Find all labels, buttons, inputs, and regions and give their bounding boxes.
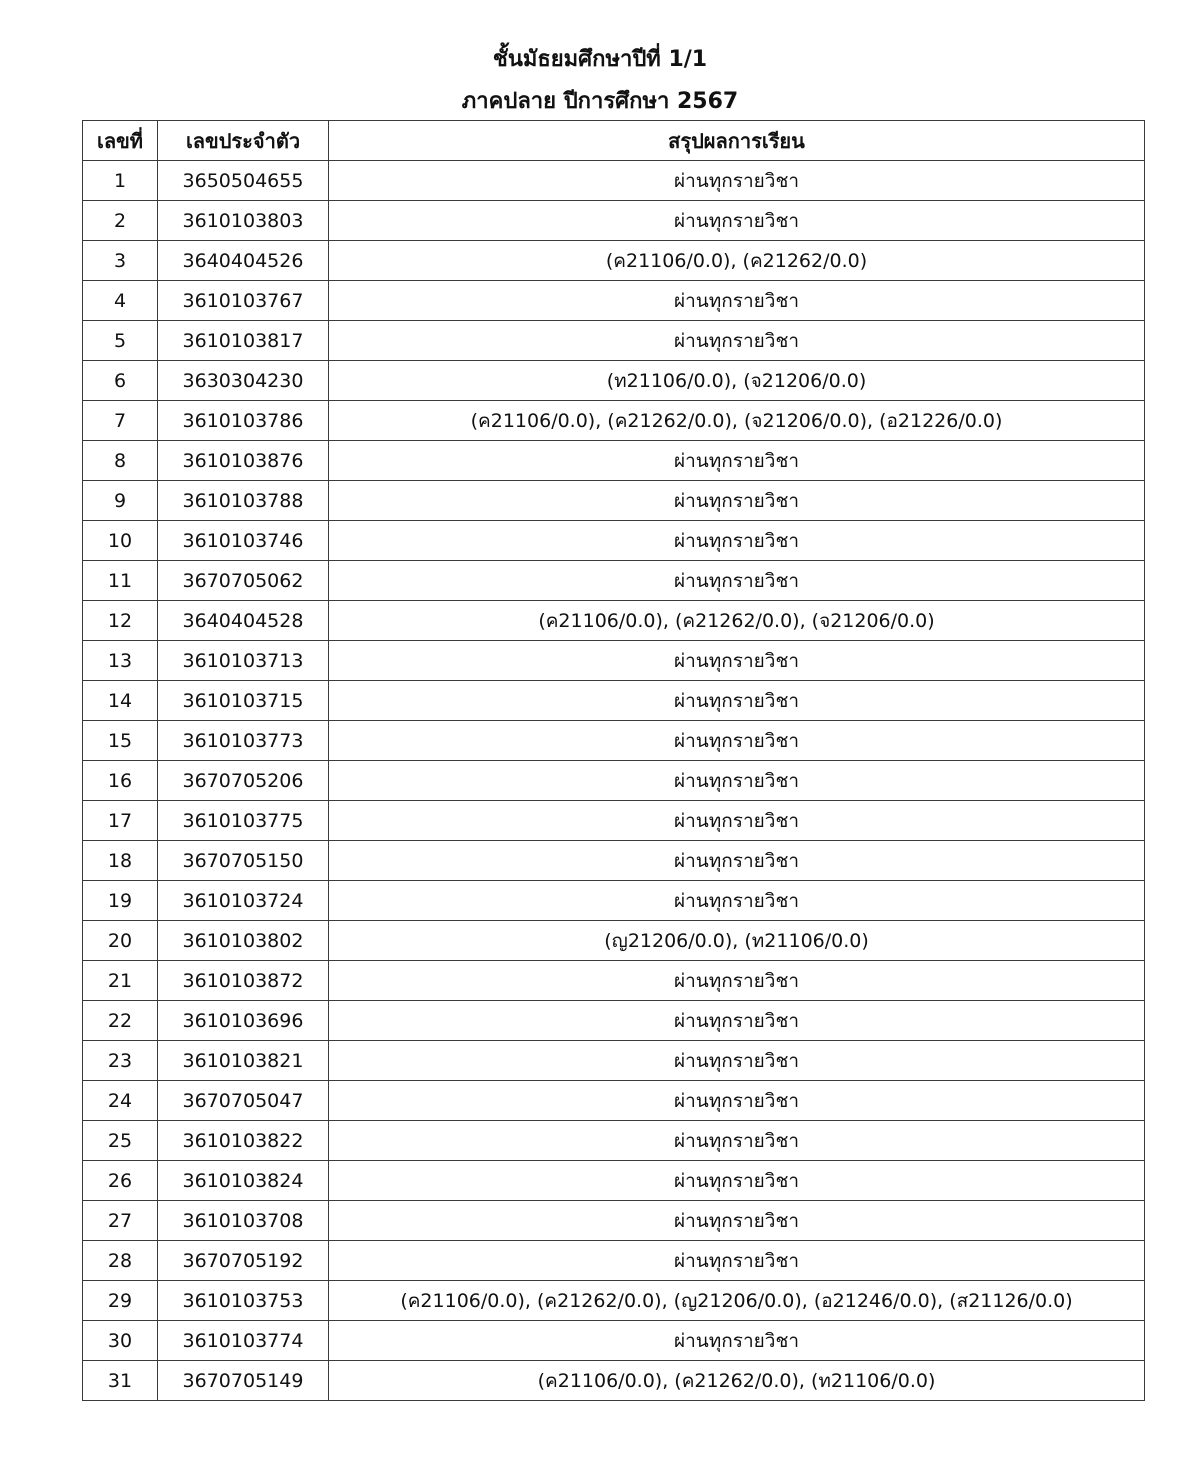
cell-student-id: 3670705149 (158, 1361, 329, 1401)
cell-number: 13 (83, 641, 158, 681)
table-row (83, 761, 1145, 801)
cell-number: 9 (83, 481, 158, 521)
table-row (83, 361, 1145, 401)
table-row (83, 961, 1145, 1001)
cell-student-id: 3640404526 (158, 241, 329, 281)
table-row (83, 1161, 1145, 1201)
cell-number: 2 (83, 201, 158, 241)
table-row (83, 281, 1145, 321)
cell-result: (ค21106/0.0), (ค21262/0.0), (ญ21206/0.0), (อ21246/0.0), (ส21126/0.0) (329, 1281, 1145, 1321)
cell-number: 8 (83, 441, 158, 481)
cell-result: ผ่านทุกรายวิชา (329, 1161, 1145, 1201)
cell-student-id: 3610103872 (158, 961, 329, 1001)
table-row (83, 441, 1145, 481)
cell-number: 17 (83, 801, 158, 841)
cell-number: 4 (83, 281, 158, 321)
cell-number: 3 (83, 241, 158, 281)
cell-result: ผ่านทุกรายวิชา (329, 561, 1145, 601)
table-row (83, 921, 1145, 961)
cell-result: ผ่านทุกรายวิชา (329, 201, 1145, 241)
cell-number: 14 (83, 681, 158, 721)
cell-student-id: 3610103876 (158, 441, 329, 481)
cell-result: ผ่านทุกรายวิชา (329, 321, 1145, 361)
cell-student-id: 3610103746 (158, 521, 329, 561)
cell-result: (ค21106/0.0), (ค21262/0.0), (จ21206/0.0) (329, 601, 1145, 641)
table-row (83, 521, 1145, 561)
cell-student-id: 3610103821 (158, 1041, 329, 1081)
table-row (83, 401, 1145, 441)
cell-student-id: 3610103817 (158, 321, 329, 361)
cell-number: 16 (83, 761, 158, 801)
cell-result: (ญ21206/0.0), (ท21106/0.0) (329, 921, 1145, 961)
cell-number: 23 (83, 1041, 158, 1081)
column-header-student-id: เลขประจำตัว (158, 121, 329, 161)
cell-number: 28 (83, 1241, 158, 1281)
cell-result: ผ่านทุกรายวิชา (329, 161, 1145, 201)
cell-result: ผ่านทุกรายวิชา (329, 1201, 1145, 1241)
cell-student-id: 3610103802 (158, 921, 329, 961)
cell-number: 29 (83, 1281, 158, 1321)
table-row (83, 881, 1145, 921)
cell-number: 25 (83, 1121, 158, 1161)
cell-student-id: 3610103786 (158, 401, 329, 441)
table-row (83, 1001, 1145, 1041)
cell-number: 20 (83, 921, 158, 961)
table-row (83, 1361, 1145, 1401)
table-row (83, 681, 1145, 721)
cell-student-id: 3610103803 (158, 201, 329, 241)
cell-student-id: 3610103774 (158, 1321, 329, 1361)
table-row (83, 1041, 1145, 1081)
cell-result: (ท21106/0.0), (จ21206/0.0) (329, 361, 1145, 401)
table-row (83, 841, 1145, 881)
cell-result: ผ่านทุกรายวิชา (329, 441, 1145, 481)
cell-result: ผ่านทุกรายวิชา (329, 481, 1145, 521)
cell-result: ผ่านทุกรายวิชา (329, 841, 1145, 881)
column-header-number: เลขที่ (83, 121, 158, 161)
table-row (83, 161, 1145, 201)
table-row (83, 721, 1145, 761)
table-row (83, 1241, 1145, 1281)
cell-result: ผ่านทุกรายวิชา (329, 281, 1145, 321)
cell-result: ผ่านทุกรายวิชา (329, 1321, 1145, 1361)
table-row (83, 1081, 1145, 1121)
cell-result: ผ่านทุกรายวิชา (329, 1121, 1145, 1161)
table-row (83, 601, 1145, 641)
cell-result: ผ่านทุกรายวิชา (329, 1041, 1145, 1081)
cell-student-id: 3650504655 (158, 161, 329, 201)
cell-student-id: 3610103788 (158, 481, 329, 521)
table-row (83, 801, 1145, 841)
cell-number: 11 (83, 561, 158, 601)
cell-student-id: 3610103775 (158, 801, 329, 841)
cell-number: 15 (83, 721, 158, 761)
cell-number: 24 (83, 1081, 158, 1121)
cell-student-id: 3670705206 (158, 761, 329, 801)
cell-number: 22 (83, 1001, 158, 1041)
cell-result: ผ่านทุกรายวิชา (329, 1081, 1145, 1121)
table-row (83, 241, 1145, 281)
cell-student-id: 3670705047 (158, 1081, 329, 1121)
cell-number: 12 (83, 601, 158, 641)
cell-student-id: 3610103696 (158, 1001, 329, 1041)
table-body (83, 161, 1145, 1401)
cell-student-id: 3610103824 (158, 1161, 329, 1201)
cell-student-id: 3630304230 (158, 361, 329, 401)
cell-student-id: 3640404528 (158, 601, 329, 641)
cell-result: ผ่านทุกรายวิชา (329, 961, 1145, 1001)
cell-result: (ค21106/0.0), (ค21262/0.0), (จ21206/0.0), (อ21226/0.0) (329, 401, 1145, 441)
cell-number: 6 (83, 361, 158, 401)
cell-student-id: 3610103773 (158, 721, 329, 761)
cell-student-id: 3610103713 (158, 641, 329, 681)
cell-number: 18 (83, 841, 158, 881)
table-row (83, 561, 1145, 601)
cell-result: ผ่านทุกรายวิชา (329, 1001, 1145, 1041)
table-row (83, 321, 1145, 361)
results-table (82, 120, 1145, 1401)
cell-student-id: 3670705150 (158, 841, 329, 881)
table-row (83, 641, 1145, 681)
table-row (83, 481, 1145, 521)
cell-number: 31 (83, 1361, 158, 1401)
cell-result: ผ่านทุกรายวิชา (329, 521, 1145, 561)
cell-number: 30 (83, 1321, 158, 1361)
cell-result: ผ่านทุกรายวิชา (329, 1241, 1145, 1281)
cell-result: ผ่านทุกรายวิชา (329, 641, 1145, 681)
cell-result: (ค21106/0.0), (ค21262/0.0), (ท21106/0.0) (329, 1361, 1145, 1401)
cell-student-id: 3670705192 (158, 1241, 329, 1281)
cell-student-id: 3610103724 (158, 881, 329, 921)
table-row (83, 1281, 1145, 1321)
cell-student-id: 3610103822 (158, 1121, 329, 1161)
cell-number: 5 (83, 321, 158, 361)
cell-number: 1 (83, 161, 158, 201)
cell-student-id: 3610103715 (158, 681, 329, 721)
cell-result: ผ่านทุกรายวิชา (329, 681, 1145, 721)
page-title: ชั้นมัธยมศึกษาปีที่ 1/1 (492, 47, 708, 72)
cell-number: 26 (83, 1161, 158, 1201)
cell-student-id: 3610103708 (158, 1201, 329, 1241)
cell-number: 10 (83, 521, 158, 561)
cell-number: 19 (83, 881, 158, 921)
page-subtitle: ภาคปลาย ปีการศึกษา 2567 (461, 89, 739, 114)
cell-result: ผ่านทุกรายวิชา (329, 881, 1145, 921)
cell-result: ผ่านทุกรายวิชา (329, 721, 1145, 761)
table-row (83, 1121, 1145, 1161)
cell-student-id: 3610103753 (158, 1281, 329, 1321)
cell-result: (ค21106/0.0), (ค21262/0.0) (329, 241, 1145, 281)
cell-student-id: 3610103767 (158, 281, 329, 321)
table-row (83, 1321, 1145, 1361)
cell-result: ผ่านทุกรายวิชา (329, 801, 1145, 841)
table-header-row (83, 121, 1145, 161)
cell-number: 7 (83, 401, 158, 441)
table-row (83, 1201, 1145, 1241)
cell-number: 27 (83, 1201, 158, 1241)
cell-result: ผ่านทุกรายวิชา (329, 761, 1145, 801)
cell-student-id: 3670705062 (158, 561, 329, 601)
column-header-result: สรุปผลการเรียน (329, 121, 1145, 161)
cell-number: 21 (83, 961, 158, 1001)
table-row (83, 201, 1145, 241)
